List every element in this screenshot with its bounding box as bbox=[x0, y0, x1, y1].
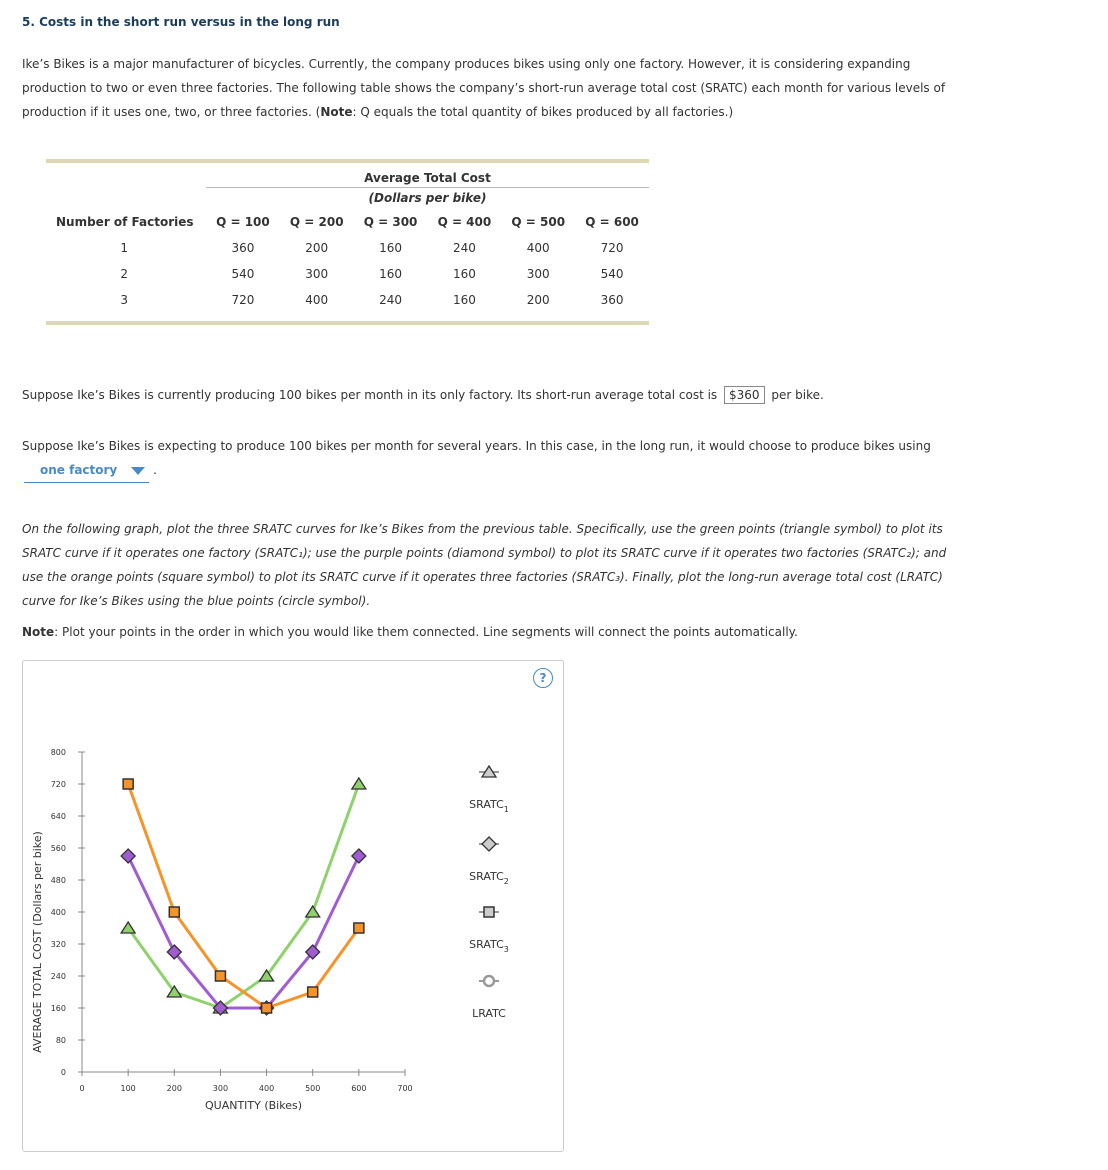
table-cell: 160 bbox=[452, 267, 476, 281]
legend-marker-diamond bbox=[482, 837, 496, 851]
table-cell: 160 bbox=[379, 267, 403, 281]
y-tick-label: 160 bbox=[50, 1004, 66, 1013]
table-row bbox=[46, 287, 649, 313]
dropdown-value: one factory bbox=[40, 463, 118, 477]
table-cell: 400 bbox=[305, 293, 329, 307]
data-point-square bbox=[215, 971, 225, 981]
question-1 bbox=[22, 386, 824, 404]
column-header: Q = 100 bbox=[216, 215, 270, 229]
intro-text-end: : Q equals the total quantity of bikes produced by all factories.) bbox=[352, 105, 734, 119]
data-point-diamond bbox=[121, 849, 135, 863]
column-header: Q = 200 bbox=[289, 215, 344, 229]
question-circle-icon[interactable]: ? bbox=[533, 668, 553, 688]
factories-cell: 2 bbox=[120, 267, 128, 281]
data-point-square bbox=[169, 907, 179, 917]
x-axis-label: QUANTITY (Bikes) bbox=[204, 1099, 303, 1112]
intro-note-label: Note bbox=[320, 105, 353, 119]
y-tick-label: 720 bbox=[50, 780, 66, 789]
legend-label: $SRATC_3$ bbox=[469, 938, 509, 954]
legend-label: LRATC bbox=[472, 1007, 506, 1020]
table-cell: 400 bbox=[526, 241, 550, 255]
table-row bbox=[46, 235, 649, 261]
data-point-square bbox=[123, 779, 133, 789]
section-title: 5. Costs in the short run versus in the long run bbox=[22, 15, 340, 29]
y-axis-label: AVERAGE TOTAL COST (Dollars per bike) bbox=[31, 831, 44, 1053]
question-2-text: Suppose Ike’s Bikes is expecting to produce 100 bikes per month for several years. In this case, in the long run, it would choose to produce bikes using bbox=[22, 439, 931, 453]
x-tick-label: 100 bbox=[120, 1084, 136, 1093]
legend-label: $SRATC_2$ bbox=[469, 870, 509, 886]
graph-panel bbox=[22, 660, 564, 1152]
x-tick-label: 500 bbox=[305, 1084, 321, 1093]
table-row bbox=[46, 261, 649, 287]
y-tick-label: 560 bbox=[50, 844, 66, 853]
note-label: Note bbox=[22, 625, 55, 639]
factories-cell: 1 bbox=[120, 241, 128, 255]
data-point-triangle bbox=[352, 778, 366, 789]
y-tick-label: 80 bbox=[55, 1036, 66, 1045]
y-tick-label: 480 bbox=[50, 876, 66, 885]
table-cell: 160 bbox=[379, 241, 403, 255]
data-point-triangle bbox=[306, 906, 320, 917]
table-cell: 540 bbox=[600, 267, 624, 281]
table-cell: 160 bbox=[452, 293, 476, 307]
table-cell: 360 bbox=[231, 241, 255, 255]
cost-table-container bbox=[46, 159, 649, 325]
column-header: Q = 600 bbox=[585, 215, 639, 229]
data-point-triangle bbox=[121, 922, 135, 933]
question-2 bbox=[22, 434, 952, 483]
intro-text: Ike’s Bikes is a major manufacturer of bicycles. Currently, the company produces bikes using only one factory. However, it is considering expanding production to two or even three factories. The following table shows the company’s short-run average total cost (SRATC) each month for various levels of production if it uses one, two, or three factories. ( bbox=[22, 57, 946, 119]
y-tick-label: 800 bbox=[50, 748, 66, 757]
graph-instructions: On the following graph, plot the three SRATC curves for Ike’s Bikes from the previous table. Specifically, use the green points (triangle symbol) to plot its SRATC curve if it operates one factory (SRATC₁); use the purple points (diamond symbol) to plot its SRATC curve if it operates two factories (SRATC₂); and use the orange points (square symbol) to plot its SRATC curve if it operates three factories (SRATC₃). Finally, plot the long-run average total cost (LRATC) curve for Ike’s Bikes using the blue points (circle symbol). bbox=[22, 522, 947, 608]
x-tick-label: 400 bbox=[258, 1084, 275, 1093]
y-tick-label: 0 bbox=[60, 1068, 66, 1077]
factories-cell: 3 bbox=[120, 293, 128, 307]
note-text: : Plot your points in the order in which you would like them connected. Line segments will connect the points automatically. bbox=[54, 625, 798, 639]
plot-note bbox=[22, 625, 798, 639]
y-tick-label: 240 bbox=[50, 972, 66, 981]
table-cell: 200 bbox=[305, 241, 329, 255]
legend-marker-circle bbox=[484, 976, 494, 986]
table-cell: 240 bbox=[452, 241, 476, 255]
data-point-diamond bbox=[352, 849, 366, 863]
chevron-down-icon bbox=[131, 467, 145, 475]
question-1-text: Suppose Ike’s Bikes is currently producing 100 bikes per month in its only factory. Its short-run average total cost is bbox=[22, 388, 718, 402]
table-cell: 200 bbox=[526, 293, 550, 307]
y-tick-label: 320 bbox=[50, 940, 66, 949]
question-2-suffix: . bbox=[153, 463, 157, 477]
legend-label: $SRATC_1$ bbox=[469, 798, 509, 814]
y-tick-label: 400 bbox=[50, 908, 66, 917]
table-bottom-rule bbox=[46, 321, 649, 325]
data-point-square bbox=[354, 923, 364, 933]
intro-paragraph bbox=[22, 52, 952, 124]
table-cell: 300 bbox=[526, 267, 550, 281]
x-tick-label: 0 bbox=[79, 1084, 85, 1093]
column-header: Q = 300 bbox=[363, 215, 418, 229]
legend-marker-square bbox=[484, 907, 494, 917]
table-cell: 360 bbox=[600, 293, 624, 307]
data-point-square bbox=[262, 1003, 272, 1013]
x-tick-label: 600 bbox=[351, 1084, 367, 1093]
data-point-square bbox=[308, 987, 318, 997]
x-tick-label: 200 bbox=[166, 1084, 182, 1093]
row-label-header: Number of Factories bbox=[56, 215, 194, 229]
factories-dropdown[interactable] bbox=[24, 458, 149, 483]
cost-chart[interactable] bbox=[23, 661, 563, 1151]
cost-table bbox=[46, 163, 649, 313]
table-cell: 540 bbox=[231, 267, 255, 281]
question-1-suffix: per bike. bbox=[771, 388, 824, 402]
table-group-header: Average Total Cost bbox=[206, 163, 649, 187]
table-cell: 720 bbox=[231, 293, 255, 307]
y-tick-label: 640 bbox=[50, 812, 66, 821]
column-header: Q = 500 bbox=[511, 215, 566, 229]
table-cell: 300 bbox=[305, 267, 329, 281]
srat-answer-field[interactable]: $360 bbox=[724, 386, 765, 404]
x-tick-label: 700 bbox=[397, 1084, 413, 1093]
column-header: Q = 400 bbox=[437, 215, 492, 229]
table-sub-header: (Dollars per bike) bbox=[368, 191, 487, 206]
x-tick-label: 300 bbox=[212, 1084, 229, 1093]
table-cell: 720 bbox=[600, 241, 624, 255]
table-cell: 240 bbox=[379, 293, 403, 307]
